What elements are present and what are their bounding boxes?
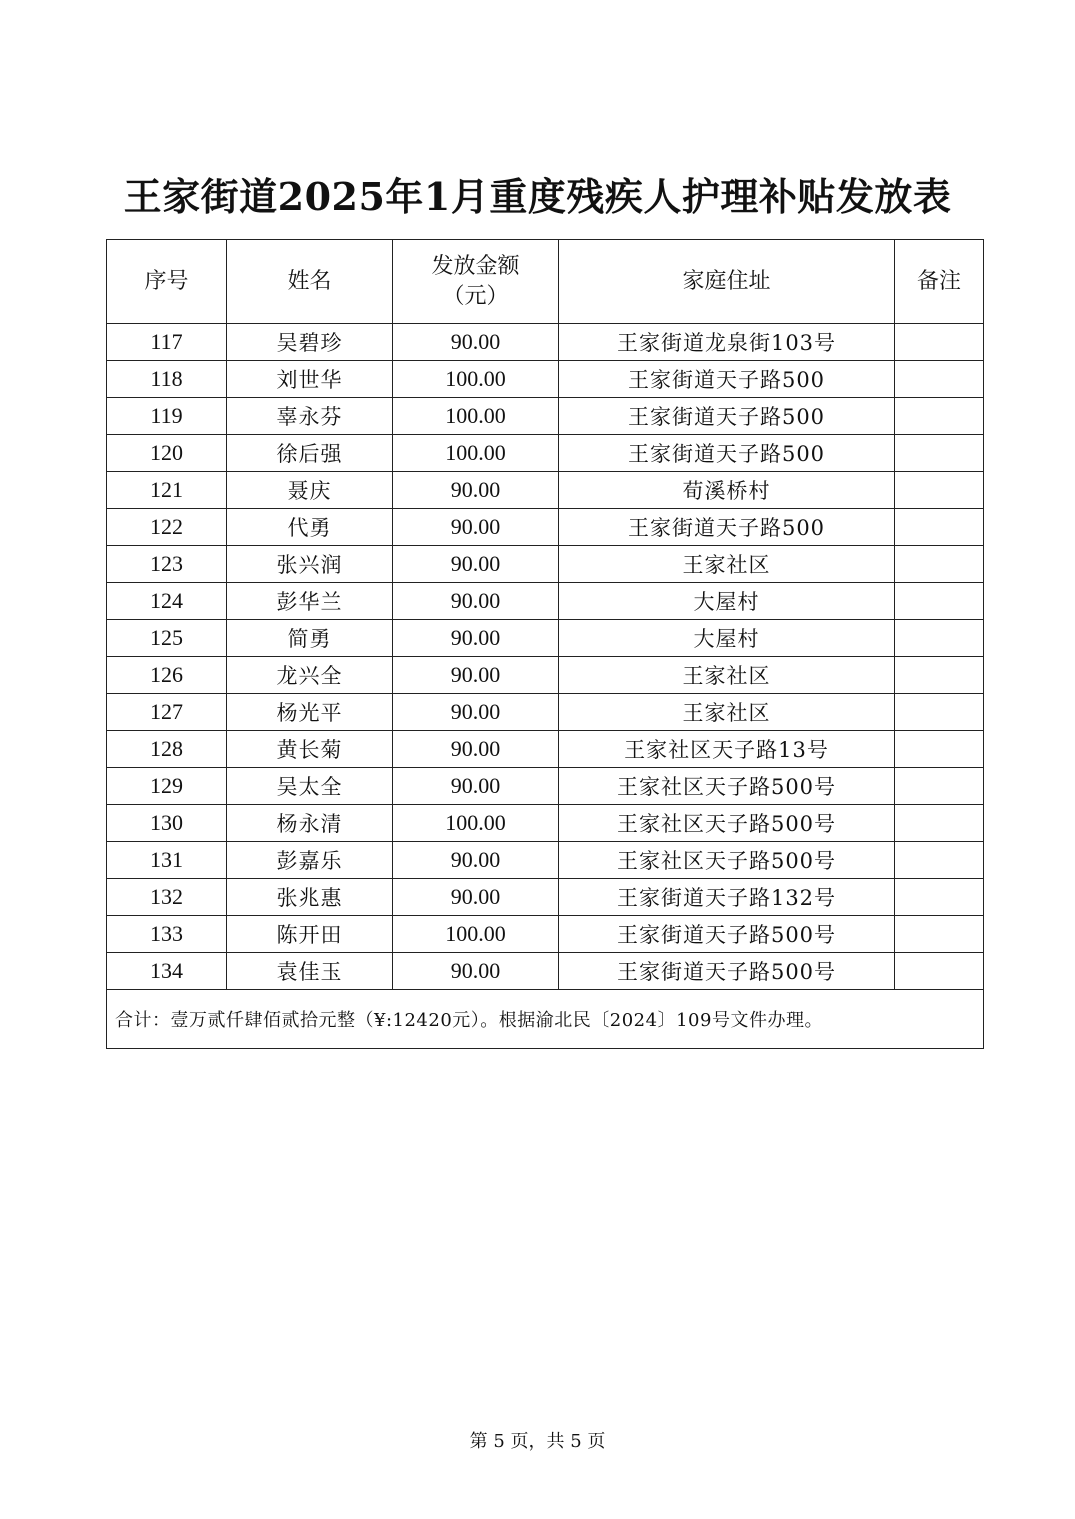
cell-address: 王家社区 — [559, 657, 895, 694]
cell-address: 王家社区天子路500号 — [559, 805, 895, 842]
cell-amount: 100.00 — [393, 398, 559, 435]
table-row — [107, 694, 984, 731]
cell-remark — [895, 694, 984, 731]
cell-name: 龙兴全 — [227, 657, 393, 694]
cell-address: 王家街道天子路132号 — [559, 879, 895, 916]
cell-seq: 126 — [107, 657, 227, 694]
table-row — [107, 805, 984, 842]
table-row — [107, 398, 984, 435]
table-row — [107, 472, 984, 509]
table-row — [107, 435, 984, 472]
cell-amount: 100.00 — [393, 916, 559, 953]
table-row — [107, 731, 984, 768]
cell-seq: 129 — [107, 768, 227, 805]
cell-amount: 90.00 — [393, 768, 559, 805]
cell-remark — [895, 398, 984, 435]
cell-address: 王家街道天子路500 — [559, 398, 895, 435]
table-row — [107, 620, 984, 657]
table-row — [107, 361, 984, 398]
cell-seq: 123 — [107, 546, 227, 583]
cell-remark — [895, 842, 984, 879]
cell-amount: 90.00 — [393, 472, 559, 509]
table-row — [107, 768, 984, 805]
cell-address: 王家街道天子路500 — [559, 509, 895, 546]
cell-remark — [895, 324, 984, 361]
column-header-amount-line1: 发放金额 — [431, 253, 520, 279]
cell-remark — [895, 731, 984, 768]
table-row — [107, 324, 984, 361]
cell-name: 徐后强 — [227, 435, 393, 472]
cell-address: 王家社区天子路500号 — [559, 842, 895, 879]
cell-address: 王家社区天子路500号 — [559, 768, 895, 805]
page-title: 王家街道2025年1月重度残疾人护理补贴发放表 — [123, 174, 952, 219]
cell-name: 聂庆 — [227, 472, 393, 509]
cell-remark — [895, 546, 984, 583]
cell-seq: 127 — [107, 694, 227, 731]
cell-amount: 90.00 — [393, 953, 559, 990]
column-header-amount — [393, 240, 559, 324]
cell-address: 大屋村 — [559, 620, 895, 657]
cell-seq: 124 — [107, 583, 227, 620]
total-row — [107, 990, 984, 1049]
cell-seq: 134 — [107, 953, 227, 990]
cell-name: 张兴润 — [227, 546, 393, 583]
cell-remark — [895, 435, 984, 472]
cell-amount: 90.00 — [393, 657, 559, 694]
cell-name: 代勇 — [227, 509, 393, 546]
table-row — [107, 842, 984, 879]
cell-remark — [895, 953, 984, 990]
cell-seq: 125 — [107, 620, 227, 657]
cell-amount: 90.00 — [393, 546, 559, 583]
cell-remark — [895, 509, 984, 546]
cell-address: 王家社区 — [559, 694, 895, 731]
cell-seq: 117 — [107, 324, 227, 361]
cell-amount: 100.00 — [393, 361, 559, 398]
cell-address: 王家街道龙泉街103号 — [559, 324, 895, 361]
cell-name: 杨光平 — [227, 694, 393, 731]
cell-amount: 100.00 — [393, 435, 559, 472]
cell-name: 吴太全 — [227, 768, 393, 805]
cell-remark — [895, 916, 984, 953]
cell-amount: 90.00 — [393, 324, 559, 361]
column-header-amount-line2: （元） — [442, 283, 509, 309]
column-header-seq: 序号 — [107, 240, 227, 324]
cell-remark — [895, 361, 984, 398]
cell-seq: 119 — [107, 398, 227, 435]
cell-amount: 100.00 — [393, 805, 559, 842]
cell-name: 黄长菊 — [227, 731, 393, 768]
cell-address: 荀溪桥村 — [559, 472, 895, 509]
cell-name: 彭嘉乐 — [227, 842, 393, 879]
cell-remark — [895, 805, 984, 842]
cell-remark — [895, 657, 984, 694]
cell-remark — [895, 768, 984, 805]
cell-amount: 90.00 — [393, 509, 559, 546]
cell-address: 王家社区 — [559, 546, 895, 583]
cell-name: 彭华兰 — [227, 583, 393, 620]
table-row — [107, 953, 984, 990]
cell-remark — [895, 583, 984, 620]
table-row — [107, 546, 984, 583]
cell-seq: 131 — [107, 842, 227, 879]
cell-name: 辜永芬 — [227, 398, 393, 435]
cell-amount: 90.00 — [393, 583, 559, 620]
subsidy-table — [106, 239, 984, 1049]
cell-seq: 132 — [107, 879, 227, 916]
cell-amount: 90.00 — [393, 879, 559, 916]
cell-amount: 90.00 — [393, 694, 559, 731]
table-row — [107, 583, 984, 620]
cell-name: 袁佳玉 — [227, 953, 393, 990]
cell-amount: 90.00 — [393, 842, 559, 879]
cell-name: 简勇 — [227, 620, 393, 657]
cell-seq: 122 — [107, 509, 227, 546]
cell-name: 杨永清 — [227, 805, 393, 842]
column-header-address: 家庭住址 — [559, 240, 895, 324]
column-header-name: 姓名 — [227, 240, 393, 324]
cell-remark — [895, 472, 984, 509]
cell-seq: 128 — [107, 731, 227, 768]
cell-seq: 130 — [107, 805, 227, 842]
table-row — [107, 509, 984, 546]
table-row — [107, 879, 984, 916]
cell-address: 王家街道天子路500 — [559, 361, 895, 398]
cell-address: 王家街道天子路500号 — [559, 953, 895, 990]
cell-remark — [895, 620, 984, 657]
table-header-row — [107, 240, 984, 324]
total-note: 合计：壹万贰仟肆佰贰拾元整（¥:12420元）。根据渝北民〔2024〕109号文件办理。 — [107, 990, 984, 1049]
cell-seq: 133 — [107, 916, 227, 953]
cell-seq: 120 — [107, 435, 227, 472]
cell-seq: 118 — [107, 361, 227, 398]
cell-seq: 121 — [107, 472, 227, 509]
table-row — [107, 657, 984, 694]
cell-name: 陈开田 — [227, 916, 393, 953]
cell-address: 大屋村 — [559, 583, 895, 620]
cell-name: 吴碧珍 — [227, 324, 393, 361]
table-row — [107, 916, 984, 953]
table-body — [107, 324, 984, 990]
cell-amount: 90.00 — [393, 731, 559, 768]
cell-name: 张兆惠 — [227, 879, 393, 916]
cell-remark — [895, 879, 984, 916]
cell-amount: 90.00 — [393, 620, 559, 657]
cell-address: 王家社区天子路13号 — [559, 731, 895, 768]
cell-address: 王家街道天子路500号 — [559, 916, 895, 953]
column-header-remark: 备注 — [895, 240, 984, 324]
page-footer: 第 5 页，共 5 页 — [469, 1431, 606, 1452]
cell-name: 刘世华 — [227, 361, 393, 398]
cell-address: 王家街道天子路500 — [559, 435, 895, 472]
